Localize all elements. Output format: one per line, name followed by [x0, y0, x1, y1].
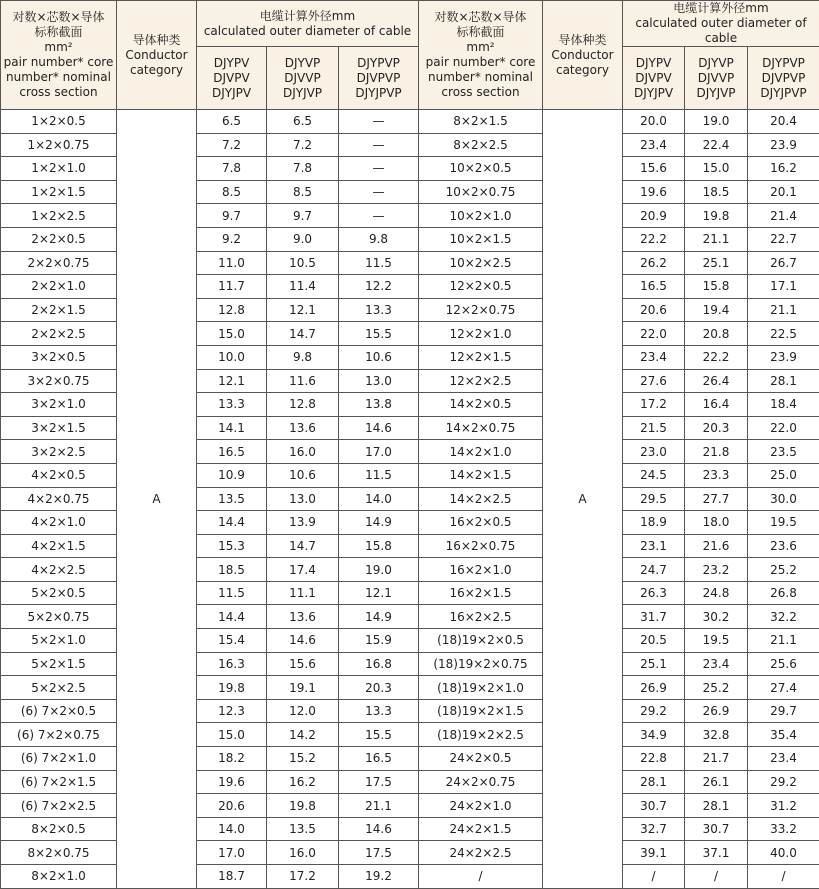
- spec-cell-right: 12×2×2.5: [419, 369, 543, 393]
- spec-cell-left: 3×2×2.5: [1, 440, 117, 464]
- diameter-cell-left-1: 18.5: [197, 558, 267, 582]
- model-header-1-right: DJYPV DJVPV DJYJPV: [623, 47, 685, 110]
- diameter-cell-left-2: 11.1: [267, 581, 339, 605]
- spec-cell-left: 5×2×1.0: [1, 629, 117, 653]
- spec-cell-left: 4×2×0.5: [1, 463, 117, 487]
- spec-cell-right: 24×2×2.5: [419, 841, 543, 865]
- diameter-cell-right-3: 23.5: [748, 440, 819, 464]
- diameter-cell-right-2: 23.4: [685, 652, 748, 676]
- spec-cell-left: 5×2×0.75: [1, 605, 117, 629]
- diameter-cell-left-2: 11.4: [267, 275, 339, 299]
- spec-cell-left: 3×2×1.5: [1, 416, 117, 440]
- model-header-3-right: DJYPVP DJVPVP DJYJPVP: [748, 47, 819, 110]
- diameter-cell-left-1: 7.8: [197, 157, 267, 181]
- diameter-cell-right-1: 22.8: [623, 747, 685, 771]
- diameter-cell-right-2: 32.8: [685, 723, 748, 747]
- diameter-cell-left-1: 12.1: [197, 369, 267, 393]
- diameter-cell-left-3: 15.8: [339, 534, 419, 558]
- diameter-cell-left-2: 13.0: [267, 487, 339, 511]
- diameter-cell-left-2: 17.2: [267, 865, 339, 889]
- diameter-cell-right-1: 25.1: [623, 652, 685, 676]
- spec-cell-right: 24×2×0.75: [419, 770, 543, 794]
- diameter-cell-left-3: 14.0: [339, 487, 419, 511]
- diameter-cell-right-1: 28.1: [623, 770, 685, 794]
- diameter-cell-right-3: 30.0: [748, 487, 819, 511]
- diameter-cell-left-2: 11.6: [267, 369, 339, 393]
- diameter-cell-left-1: 15.0: [197, 322, 267, 346]
- diameter-cell-right-2: 18.0: [685, 511, 748, 535]
- diameter-cell-right-2: 19.8: [685, 204, 748, 228]
- diameter-cell-right-3: 23.6: [748, 534, 819, 558]
- diameter-cell-left-2: 14.6: [267, 629, 339, 653]
- diameter-cell-right-3: 23.9: [748, 345, 819, 369]
- diameter-cell-right-3: 23.4: [748, 747, 819, 771]
- spec-cell-left: 4×2×1.0: [1, 511, 117, 535]
- diameter-cell-left-1: 18.7: [197, 865, 267, 889]
- diameter-cell-left-1: 17.0: [197, 841, 267, 865]
- diameter-cell-left-3: 15.5: [339, 723, 419, 747]
- diameter-cell-left-2: 12.0: [267, 699, 339, 723]
- diameter-cell-right-2: 25.2: [685, 676, 748, 700]
- spec-cell-right: 16×2×1.0: [419, 558, 543, 582]
- model-header-3-left: DJYPVP DJVPVP DJYJPVP: [339, 47, 419, 110]
- diameter-cell-left-1: 19.6: [197, 770, 267, 794]
- spec-cell-right: 14×2×1.0: [419, 440, 543, 464]
- diameter-cell-right-1: 22.2: [623, 227, 685, 251]
- diameter-cell-left-3: 17.5: [339, 841, 419, 865]
- spec-cell-right: 10×2×2.5: [419, 251, 543, 275]
- diameter-cell-left-1: 9.7: [197, 204, 267, 228]
- spec-cell-left: (6) 7×2×0.75: [1, 723, 117, 747]
- diameter-cell-left-3: 13.8: [339, 393, 419, 417]
- diameter-cell-right-2: /: [685, 865, 748, 889]
- model-header-2-right: DJYVP DJVVP DJYJVP: [685, 47, 748, 110]
- diameter-cell-left-1: 14.1: [197, 416, 267, 440]
- diameter-cell-right-2: 23.3: [685, 463, 748, 487]
- spec-cell-right: 16×2×0.5: [419, 511, 543, 535]
- diameter-cell-right-3: 29.2: [748, 770, 819, 794]
- diameter-cell-right-3: 26.8: [748, 581, 819, 605]
- diameter-cell-right-3: 19.5: [748, 511, 819, 535]
- diameter-cell-right-1: 17.2: [623, 393, 685, 417]
- diameter-cell-left-3: 15.9: [339, 629, 419, 653]
- diameter-cell-right-2: 19.0: [685, 110, 748, 134]
- spec-cell-left: 1×2×2.5: [1, 204, 117, 228]
- diameter-cell-right-3: 21.1: [748, 298, 819, 322]
- diameter-cell-right-3: 28.1: [748, 369, 819, 393]
- table-header: [1, 1, 819, 110]
- diameter-cell-left-1: 11.0: [197, 251, 267, 275]
- diameter-cell-right-1: 27.6: [623, 369, 685, 393]
- conductor-header-left: 导体种类 Conductor category: [117, 1, 197, 110]
- diameter-cell-left-1: 12.3: [197, 699, 267, 723]
- spec-cell-right: (18)19×2×0.5: [419, 629, 543, 653]
- spec-cell-right: 10×2×0.75: [419, 180, 543, 204]
- diameter-cell-right-3: 26.7: [748, 251, 819, 275]
- spec-cell-right: /: [419, 865, 543, 889]
- diameter-cell-right-3: 29.7: [748, 699, 819, 723]
- diameter-cell-left-3: 9.8: [339, 227, 419, 251]
- diameter-cell-right-3: 23.9: [748, 133, 819, 157]
- diameter-cell-left-2: 12.1: [267, 298, 339, 322]
- diameter-header-right: 电缆计算外径mm calculated outer diameter of cable: [623, 1, 819, 47]
- diameter-cell-left-2: 8.5: [267, 180, 339, 204]
- spec-cell-left: 2×2×2.5: [1, 322, 117, 346]
- diameter-cell-right-2: 21.1: [685, 227, 748, 251]
- spec-cell-right: 14×2×2.5: [419, 487, 543, 511]
- diameter-cell-left-1: 15.0: [197, 723, 267, 747]
- diameter-cell-left-3: 12.1: [339, 581, 419, 605]
- diameter-cell-right-1: 20.6: [623, 298, 685, 322]
- diameter-cell-left-2: 16.0: [267, 841, 339, 865]
- diameter-cell-left-1: 11.5: [197, 581, 267, 605]
- diameter-cell-left-3: 16.5: [339, 747, 419, 771]
- spec-cell-right: 12×2×0.5: [419, 275, 543, 299]
- diameter-cell-right-1: 18.9: [623, 511, 685, 535]
- diameter-cell-right-2: 26.9: [685, 699, 748, 723]
- spec-cell-right: 16×2×2.5: [419, 605, 543, 629]
- diameter-cell-right-2: 24.8: [685, 581, 748, 605]
- diameter-cell-right-1: 20.0: [623, 110, 685, 134]
- diameter-cell-left-1: 15.4: [197, 629, 267, 653]
- spec-cell-right: 24×2×0.5: [419, 747, 543, 771]
- spec-cell-right: (18)19×2×2.5: [419, 723, 543, 747]
- diameter-cell-left-1: 11.7: [197, 275, 267, 299]
- spec-cell-left: 5×2×0.5: [1, 581, 117, 605]
- diameter-cell-right-1: 19.6: [623, 180, 685, 204]
- diameter-cell-left-3: 15.5: [339, 322, 419, 346]
- diameter-cell-right-3: 16.2: [748, 157, 819, 181]
- spec-cell-right: 12×2×1.5: [419, 345, 543, 369]
- diameter-cell-right-2: 19.4: [685, 298, 748, 322]
- diameter-cell-right-3: 22.7: [748, 227, 819, 251]
- diameter-cell-left-2: 14.7: [267, 322, 339, 346]
- spec-cell-right: 14×2×0.5: [419, 393, 543, 417]
- diameter-cell-left-1: 14.4: [197, 605, 267, 629]
- diameter-cell-left-3: 17.5: [339, 770, 419, 794]
- diameter-cell-left-1: 12.8: [197, 298, 267, 322]
- spec-cell-right: 10×2×1.0: [419, 204, 543, 228]
- diameter-cell-right-2: 16.4: [685, 393, 748, 417]
- diameter-cell-right-1: 39.1: [623, 841, 685, 865]
- diameter-cell-right-1: 16.5: [623, 275, 685, 299]
- diameter-cell-right-3: 35.4: [748, 723, 819, 747]
- diameter-cell-left-3: 13.3: [339, 298, 419, 322]
- diameter-cell-right-3: 20.4: [748, 110, 819, 134]
- spec-cell-right: (18)19×2×1.0: [419, 676, 543, 700]
- diameter-cell-left-3: 20.3: [339, 676, 419, 700]
- diameter-cell-right-2: 20.3: [685, 416, 748, 440]
- diameter-cell-right-1: 23.1: [623, 534, 685, 558]
- diameter-cell-left-3: 19.2: [339, 865, 419, 889]
- spec-cell-left: (6) 7×2×1.0: [1, 747, 117, 771]
- diameter-cell-left-1: 19.8: [197, 676, 267, 700]
- spec-cell-left: 1×2×0.75: [1, 133, 117, 157]
- spec-cell-left: (6) 7×2×1.5: [1, 770, 117, 794]
- spec-cell-right: 14×2×1.5: [419, 463, 543, 487]
- diameter-cell-left-3: 14.6: [339, 416, 419, 440]
- spec-cell-right: 10×2×1.5: [419, 227, 543, 251]
- table-body: [1, 110, 819, 889]
- diameter-cell-left-2: 19.8: [267, 794, 339, 818]
- table-row: [1, 110, 819, 134]
- diameter-cell-left-3: 13.3: [339, 699, 419, 723]
- diameter-cell-right-2: 27.7: [685, 487, 748, 511]
- diameter-header-left: 电缆计算外径mm calculated outer diameter of cable: [197, 1, 419, 47]
- spec-cell-right: 16×2×1.5: [419, 581, 543, 605]
- diameter-cell-left-1: 13.3: [197, 393, 267, 417]
- diameter-cell-left-2: 10.6: [267, 463, 339, 487]
- diameter-cell-left-2: 14.7: [267, 534, 339, 558]
- diameter-cell-right-3: 33.2: [748, 817, 819, 841]
- diameter-cell-left-1: 16.5: [197, 440, 267, 464]
- diameter-cell-left-3: —: [339, 180, 419, 204]
- diameter-cell-right-1: 23.0: [623, 440, 685, 464]
- diameter-cell-right-2: 26.1: [685, 770, 748, 794]
- diameter-cell-left-3: 21.1: [339, 794, 419, 818]
- diameter-cell-left-1: 14.4: [197, 511, 267, 535]
- diameter-cell-right-2: 22.4: [685, 133, 748, 157]
- diameter-cell-left-3: —: [339, 157, 419, 181]
- diameter-cell-left-1: 10.0: [197, 345, 267, 369]
- diameter-cell-left-2: 9.8: [267, 345, 339, 369]
- diameter-cell-left-3: 14.9: [339, 511, 419, 535]
- spec-cell-left: 4×2×1.5: [1, 534, 117, 558]
- diameter-cell-left-3: 13.0: [339, 369, 419, 393]
- diameter-cell-right-1: 31.7: [623, 605, 685, 629]
- diameter-cell-right-2: 15.0: [685, 157, 748, 181]
- diameter-cell-left-2: 19.1: [267, 676, 339, 700]
- diameter-cell-right-3: 25.6: [748, 652, 819, 676]
- diameter-cell-right-2: 21.6: [685, 534, 748, 558]
- spec-cell-right: 8×2×1.5: [419, 110, 543, 134]
- conductor-cell-left: A: [117, 110, 197, 889]
- diameter-cell-left-3: 14.6: [339, 817, 419, 841]
- spec-cell-right: 12×2×0.75: [419, 298, 543, 322]
- diameter-cell-left-2: 13.9: [267, 511, 339, 535]
- conductor-cell-right: A: [543, 110, 623, 889]
- diameter-cell-right-1: 26.9: [623, 676, 685, 700]
- diameter-cell-left-1: 9.2: [197, 227, 267, 251]
- diameter-cell-left-2: 6.5: [267, 110, 339, 134]
- diameter-cell-right-3: 25.2: [748, 558, 819, 582]
- diameter-cell-right-1: 23.4: [623, 133, 685, 157]
- diameter-cell-left-2: 13.6: [267, 416, 339, 440]
- diameter-cell-left-1: 6.5: [197, 110, 267, 134]
- diameter-cell-left-1: 18.2: [197, 747, 267, 771]
- diameter-cell-right-2: 22.2: [685, 345, 748, 369]
- diameter-cell-left-1: 15.3: [197, 534, 267, 558]
- model-header-2-left: DJYVP DJVVP DJYJVP: [267, 47, 339, 110]
- spec-cell-left: 2×2×0.75: [1, 251, 117, 275]
- diameter-cell-right-1: 24.5: [623, 463, 685, 487]
- diameter-cell-left-2: 13.6: [267, 605, 339, 629]
- diameter-cell-right-2: 15.8: [685, 275, 748, 299]
- spec-cell-left: (6) 7×2×2.5: [1, 794, 117, 818]
- spec-cell-left: 1×2×1.5: [1, 180, 117, 204]
- diameter-cell-right-1: 24.7: [623, 558, 685, 582]
- spec-cell-left: 1×2×1.0: [1, 157, 117, 181]
- diameter-cell-left-2: 17.4: [267, 558, 339, 582]
- spec-cell-left: 1×2×0.5: [1, 110, 117, 134]
- diameter-cell-right-2: 21.7: [685, 747, 748, 771]
- spec-cell-right: 16×2×0.75: [419, 534, 543, 558]
- diameter-cell-right-3: /: [748, 865, 819, 889]
- diameter-cell-left-1: 10.9: [197, 463, 267, 487]
- diameter-cell-right-2: 21.8: [685, 440, 748, 464]
- diameter-cell-left-2: 9.0: [267, 227, 339, 251]
- diameter-cell-right-1: 32.7: [623, 817, 685, 841]
- diameter-cell-left-2: 12.8: [267, 393, 339, 417]
- diameter-cell-left-3: 11.5: [339, 463, 419, 487]
- spec-cell-left: (6) 7×2×0.5: [1, 699, 117, 723]
- diameter-cell-left-1: 8.5: [197, 180, 267, 204]
- spec-cell-left: 2×2×1.5: [1, 298, 117, 322]
- diameter-cell-right-2: 30.7: [685, 817, 748, 841]
- spec-cell-left: 4×2×0.75: [1, 487, 117, 511]
- spec-cell-left: 8×2×1.0: [1, 865, 117, 889]
- spec-header-right: 对数×芯数×导体 标称截面 mm² pair number* core number* nominal cross section: [419, 1, 543, 110]
- spec-cell-right: 12×2×1.0: [419, 322, 543, 346]
- model-header-1-left: DJYPV DJVPV DJYJPV: [197, 47, 267, 110]
- diameter-cell-right-2: 19.5: [685, 629, 748, 653]
- diameter-cell-right-3: 18.4: [748, 393, 819, 417]
- spec-cell-right: (18)19×2×1.5: [419, 699, 543, 723]
- spec-cell-left: 8×2×0.5: [1, 817, 117, 841]
- diameter-cell-right-3: 27.4: [748, 676, 819, 700]
- spec-cell-left: 4×2×2.5: [1, 558, 117, 582]
- diameter-cell-right-1: 23.4: [623, 345, 685, 369]
- spec-cell-left: 2×2×1.0: [1, 275, 117, 299]
- conductor-header-right: 导体种类 Conductor category: [543, 1, 623, 110]
- diameter-cell-right-2: 37.1: [685, 841, 748, 865]
- diameter-cell-right-3: 31.2: [748, 794, 819, 818]
- diameter-cell-right-2: 28.1: [685, 794, 748, 818]
- diameter-cell-left-3: 16.8: [339, 652, 419, 676]
- spec-cell-left: 2×2×0.5: [1, 227, 117, 251]
- diameter-cell-right-1: 29.2: [623, 699, 685, 723]
- diameter-cell-right-2: 23.2: [685, 558, 748, 582]
- spec-cell-right: (18)19×2×0.75: [419, 652, 543, 676]
- diameter-cell-right-3: 21.1: [748, 629, 819, 653]
- spec-cell-right: 24×2×1.5: [419, 817, 543, 841]
- spec-cell-left: 3×2×0.5: [1, 345, 117, 369]
- diameter-cell-left-2: 13.5: [267, 817, 339, 841]
- spec-cell-left: 3×2×0.75: [1, 369, 117, 393]
- diameter-cell-left-1: 13.5: [197, 487, 267, 511]
- diameter-cell-right-1: 21.5: [623, 416, 685, 440]
- diameter-cell-left-3: 14.9: [339, 605, 419, 629]
- diameter-cell-left-3: 10.6: [339, 345, 419, 369]
- diameter-cell-right-2: 30.2: [685, 605, 748, 629]
- diameter-cell-left-1: 14.0: [197, 817, 267, 841]
- diameter-cell-left-3: 12.2: [339, 275, 419, 299]
- diameter-cell-right-3: 22.0: [748, 416, 819, 440]
- diameter-cell-left-2: 7.2: [267, 133, 339, 157]
- spec-cell-left: 5×2×2.5: [1, 676, 117, 700]
- spec-cell-right: 24×2×1.0: [419, 794, 543, 818]
- diameter-cell-right-1: 29.5: [623, 487, 685, 511]
- diameter-cell-right-3: 21.4: [748, 204, 819, 228]
- diameter-cell-left-3: —: [339, 204, 419, 228]
- diameter-cell-right-1: /: [623, 865, 685, 889]
- diameter-cell-right-3: 25.0: [748, 463, 819, 487]
- spec-cell-left: 5×2×1.5: [1, 652, 117, 676]
- spec-cell-right: 14×2×0.75: [419, 416, 543, 440]
- diameter-cell-left-2: 14.2: [267, 723, 339, 747]
- diameter-cell-right-1: 26.2: [623, 251, 685, 275]
- diameter-cell-right-3: 22.5: [748, 322, 819, 346]
- spec-cell-left: 8×2×0.75: [1, 841, 117, 865]
- diameter-cell-left-2: 15.2: [267, 747, 339, 771]
- diameter-cell-right-2: 18.5: [685, 180, 748, 204]
- diameter-cell-left-2: 16.2: [267, 770, 339, 794]
- diameter-cell-right-2: 26.4: [685, 369, 748, 393]
- diameter-cell-left-3: —: [339, 133, 419, 157]
- diameter-cell-left-2: 10.5: [267, 251, 339, 275]
- spec-cell-right: 8×2×2.5: [419, 133, 543, 157]
- diameter-cell-left-2: 15.6: [267, 652, 339, 676]
- diameter-cell-right-3: 40.0: [748, 841, 819, 865]
- diameter-cell-left-2: 7.8: [267, 157, 339, 181]
- diameter-cell-left-1: 7.2: [197, 133, 267, 157]
- diameter-cell-right-1: 30.7: [623, 794, 685, 818]
- diameter-cell-left-3: 17.0: [339, 440, 419, 464]
- diameter-cell-right-3: 32.2: [748, 605, 819, 629]
- diameter-cell-right-1: 20.9: [623, 204, 685, 228]
- diameter-cell-left-3: —: [339, 110, 419, 134]
- diameter-cell-left-2: 16.0: [267, 440, 339, 464]
- diameter-cell-right-3: 20.1: [748, 180, 819, 204]
- diameter-cell-left-2: 9.7: [267, 204, 339, 228]
- spec-cell-right: 10×2×0.5: [419, 157, 543, 181]
- diameter-cell-right-1: 26.3: [623, 581, 685, 605]
- diameter-cell-right-1: 22.0: [623, 322, 685, 346]
- diameter-cell-left-1: 16.3: [197, 652, 267, 676]
- diameter-cell-right-1: 34.9: [623, 723, 685, 747]
- diameter-cell-right-1: 20.5: [623, 629, 685, 653]
- diameter-cell-left-1: 20.6: [197, 794, 267, 818]
- diameter-cell-right-3: 17.1: [748, 275, 819, 299]
- diameter-cell-right-1: 15.6: [623, 157, 685, 181]
- diameter-cell-left-3: 19.0: [339, 558, 419, 582]
- spec-cell-left: 3×2×1.0: [1, 393, 117, 417]
- diameter-cell-left-3: 11.5: [339, 251, 419, 275]
- spec-header-left: 对数×芯数×导体 标称截面 mm² pair number* core number* nominal cross section: [1, 1, 117, 110]
- diameter-cell-right-2: 25.1: [685, 251, 748, 275]
- diameter-cell-right-2: 20.8: [685, 322, 748, 346]
